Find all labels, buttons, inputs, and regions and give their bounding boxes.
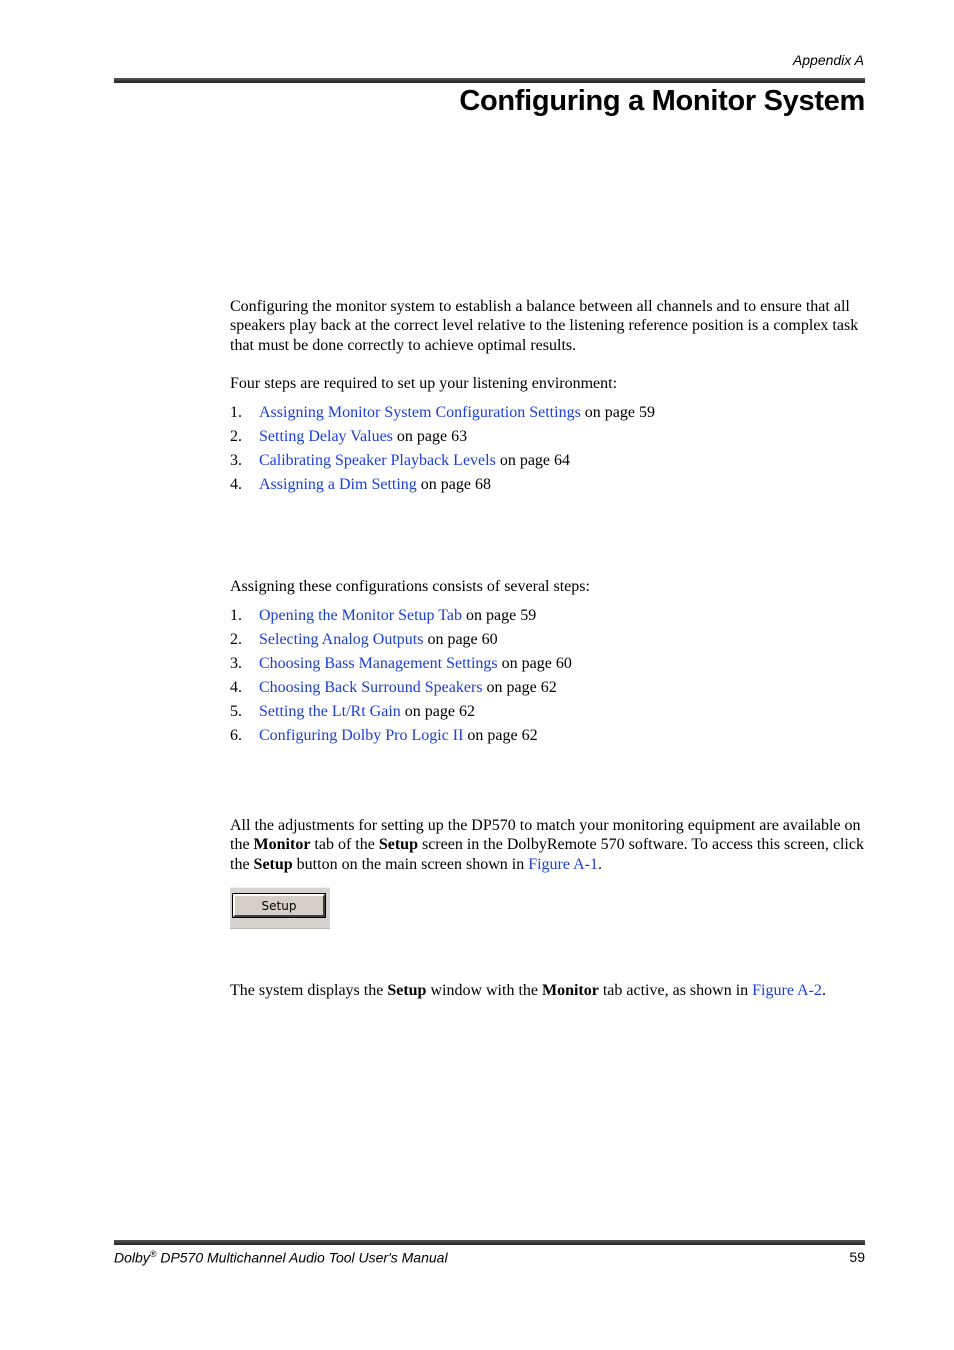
intro-paragraph: Configuring the monitor system to establish a balance between all channels and to ensure that all speakers play back at the correct level relative to the listening reference position is a complex task that must be done correctly to achieve optimal results. [230,298,859,354]
opening-paragraph: All the adjustments for setting up the DP570 to match your monitoring equipment are available on the Monitor tab of the Setup screen in the DolbyRemote 570 software. To access this screen, click the Setup button on the main screen shown in Figure A-1. [230,817,864,873]
list-item: 2. Setting Delay Values on page 63 [230,428,468,445]
figure-link[interactable]: Figure A-2 [752,982,822,999]
result-paragraph: The system displays the Setup window with the Monitor tab active, as shown in Figure A-2. [230,982,826,999]
setup-button-figure [230,887,330,929]
list-item: 3. Choosing Bass Management Settings on page 60 [230,655,572,672]
step-link[interactable]: Selecting Analog Outputs [259,631,424,648]
list-item: 2. Selecting Analog Outputs on page 60 [230,631,498,648]
step-link[interactable]: Assigning Monitor System Configuration Settings [259,404,581,421]
list-item: 3. Calibrating Speaker Playback Levels on page 64 [230,452,571,469]
step-link[interactable]: Configuring Dolby Pro Logic II [259,727,464,744]
step-link[interactable]: Setting Delay Values [259,428,393,445]
footer-manual-title: Dolby® DP570 Multichannel Audio Tool User's Manual [114,1249,448,1266]
footer-rule [114,1240,865,1245]
steps-intro: Four steps are required to set up your listening environment: [230,375,618,392]
list-item: 4. Choosing Back Surround Speakers on page 62 [230,679,557,696]
assigning-steps-list [230,606,572,750]
list-item: 5. Setting the Lt/Rt Gain on page 62 [230,703,475,720]
step-link[interactable]: Opening the Monitor Setup Tab [259,607,463,624]
step-link[interactable]: Choosing Bass Management Settings [259,655,498,672]
setup-button[interactable]: Setup [233,894,325,917]
header-label: Appendix A [792,52,864,68]
list-item: 4. Assigning a Dim Setting on page 68 [230,476,491,493]
list-item: 6. Configuring Dolby Pro Logic II on page 62 [230,727,538,744]
step-link[interactable]: Assigning a Dim Setting [259,476,417,493]
step-link[interactable]: Calibrating Speaker Playback Levels [259,452,496,469]
header-rule [114,78,865,83]
list-item: 1. Opening the Monitor Setup Tab on page 59 [230,607,537,624]
step-link[interactable]: Choosing Back Surround Speakers [259,679,483,696]
page-number: 59 [849,1249,865,1265]
step-link[interactable]: Setting the Lt/Rt Gain [259,703,401,720]
list-item: 1. Assigning Monitor System Configuration Settings on page 59 [230,404,655,421]
page-title: Configuring a Monitor System [459,85,865,117]
assigning-intro: Assigning these configurations consists of several steps: [230,578,590,595]
setup-steps-list [230,403,655,499]
figure-link[interactable]: Figure A-1 [528,855,598,873]
